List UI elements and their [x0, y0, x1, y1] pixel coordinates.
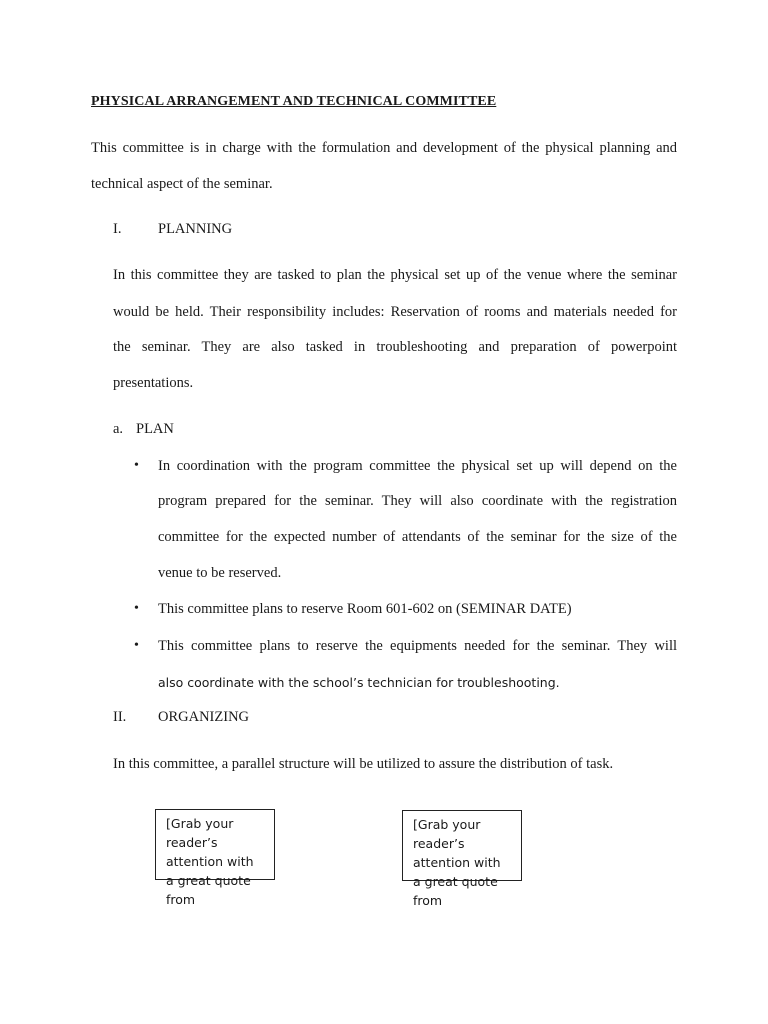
bullet-1-marker: •: [134, 458, 139, 473]
bullet-3-line-1: This committee plans to reserve the equipments needed for the seminar. They will: [158, 638, 677, 654]
planning-para-line-1: In this committee they are tasked to plan the physical set up of the venue where the seminar: [113, 267, 677, 283]
quote-textbox-right-text: [Grab your reader’s attention with a great quote from: [413, 817, 501, 908]
bullet-1-line-2: program prepared for the seminar. They will also coordinate with the registration: [158, 493, 677, 509]
planning-para-line-3: the seminar. They are also tasked in troubleshooting and preparation of powerpoint: [113, 339, 677, 355]
bullet-1-line-3: committee for the expected number of attendants of the seminar for the size of the: [158, 529, 677, 545]
section-1-numeral: I.: [113, 221, 122, 237]
quote-textbox-right[interactable]: [402, 810, 522, 908]
sub-a-label: a.: [113, 421, 124, 437]
bullet-3-marker: •: [134, 638, 139, 653]
document-title: PHYSICAL ARRANGEMENT AND TECHNICAL COMMITTEE: [91, 94, 497, 109]
bullet-1-line-1: In coordination with the program committee the physical set up will depend on the: [158, 458, 677, 474]
bullet-1-line-4: venue to be reserved.: [158, 565, 282, 581]
bullet-3-line-2: also coordinate with the school’s technician for troubleshooting.: [158, 675, 560, 690]
bullet-2-marker: •: [134, 601, 139, 616]
planning-para-line-4: presentations.: [113, 375, 194, 391]
quote-textbox-left-text: [Grab your reader’s attention with a great quote from: [166, 816, 254, 907]
quote-textbox-left[interactable]: [155, 809, 275, 907]
section-1-heading: PLANNING: [158, 221, 233, 237]
bullet-2-line-1: This committee plans to reserve Room 601-602 on (SEMINAR DATE): [158, 601, 572, 617]
planning-para-line-2: would be held. Their responsibility includes: Reservation of rooms and materials needed for: [113, 304, 677, 320]
intro-line-1: This committee is in charge with the formulation and development of the physical planning and: [91, 140, 677, 156]
intro-line-2: technical aspect of the seminar.: [91, 176, 273, 192]
section-2-numeral: II.: [113, 709, 127, 725]
sub-a-heading: PLAN: [136, 421, 174, 437]
organizing-para: In this committee, a parallel structure will be utilized to assure the distribution of task.: [113, 756, 614, 772]
section-2-heading: ORGANIZING: [158, 709, 250, 725]
